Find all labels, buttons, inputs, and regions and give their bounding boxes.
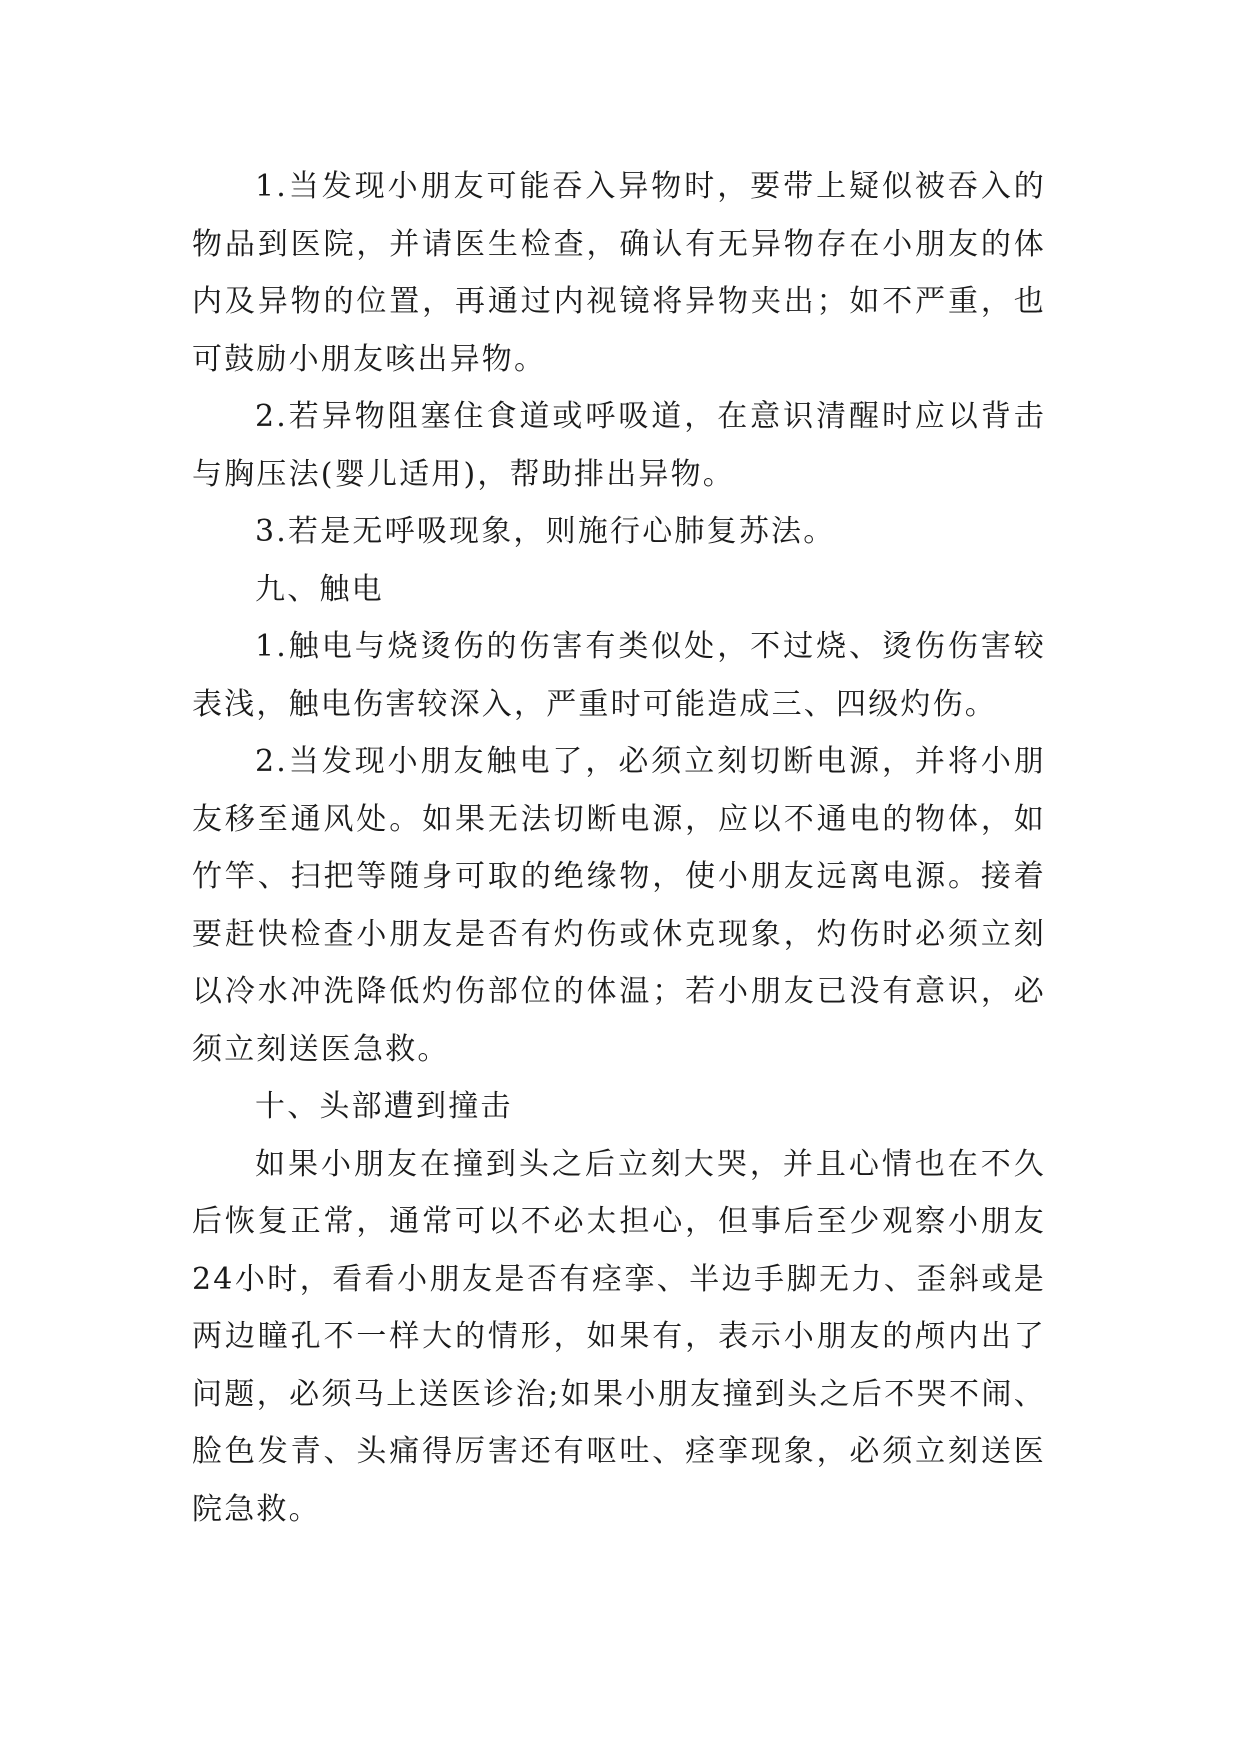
section-heading-electric-shock: 九、触电 — [255, 571, 384, 607]
paragraph-swallow-foreign-object-3: 3.若是无呼吸现象，则施行心肺复苏法。 — [255, 514, 836, 549]
paragraph-electric-shock-1: 1.触电与烧烫伤的伤害有类似处，不过烧、烫伤伤害较表浅，触电伤害较深入，严重时可能造成三、四级灼伤。 — [192, 629, 1046, 722]
paragraph-swallow-foreign-object-1: 1.当发现小朋友可能吞入异物时，要带上疑似被吞入的物品到医院，并请医生检查，确认有无异物存在小朋友的体内及异物的位置，再通过内视镜将异物夹出；如不严重，也可鼓励小朋友咳出异物。 — [192, 169, 1046, 377]
document-body — [192, 158, 1046, 1538]
paragraph-electric-shock-2: 2.当发现小朋友触电了，必须立刻切断电源，并将小朋友移至通风处。如果无法切断电源，应以不通电的物体，如竹竿、扫把等随身可取的绝缘物，使小朋友远离电源。接着要赶快检查小朋友是否有灼伤或休克现象，灼伤时必须立刻以冷水冲洗降低灼伤部位的体温；若小朋友已没有意识，必须立刻送医急救。 — [192, 744, 1046, 1067]
paragraph-head-injury: 如果小朋友在撞到头之后立刻大哭，并且心情也在不久后恢复正常，通常可以不必太担心，但事后至少观察小朋友24小时，看看小朋友是否有痉挛、半边手脚无力、歪斜或是两边瞳孔不一样大的情形，如果有，表示小朋友的颅内出了问题，必须马上送医诊治;如果小朋友撞到头之后不哭不闹、脸色发青、头痛得厉害还有呕吐、痉挛现象，必须立刻送医院急救。 — [192, 1146, 1046, 1527]
section-heading-head-injury: 十、头部遭到撞击 — [255, 1089, 513, 1124]
paragraph-swallow-foreign-object-2: 2.若异物阻塞住食道或呼吸道，在意识清醒时应以背击与胸压法(婴儿适用)，帮助排出异物。 — [192, 399, 1046, 492]
